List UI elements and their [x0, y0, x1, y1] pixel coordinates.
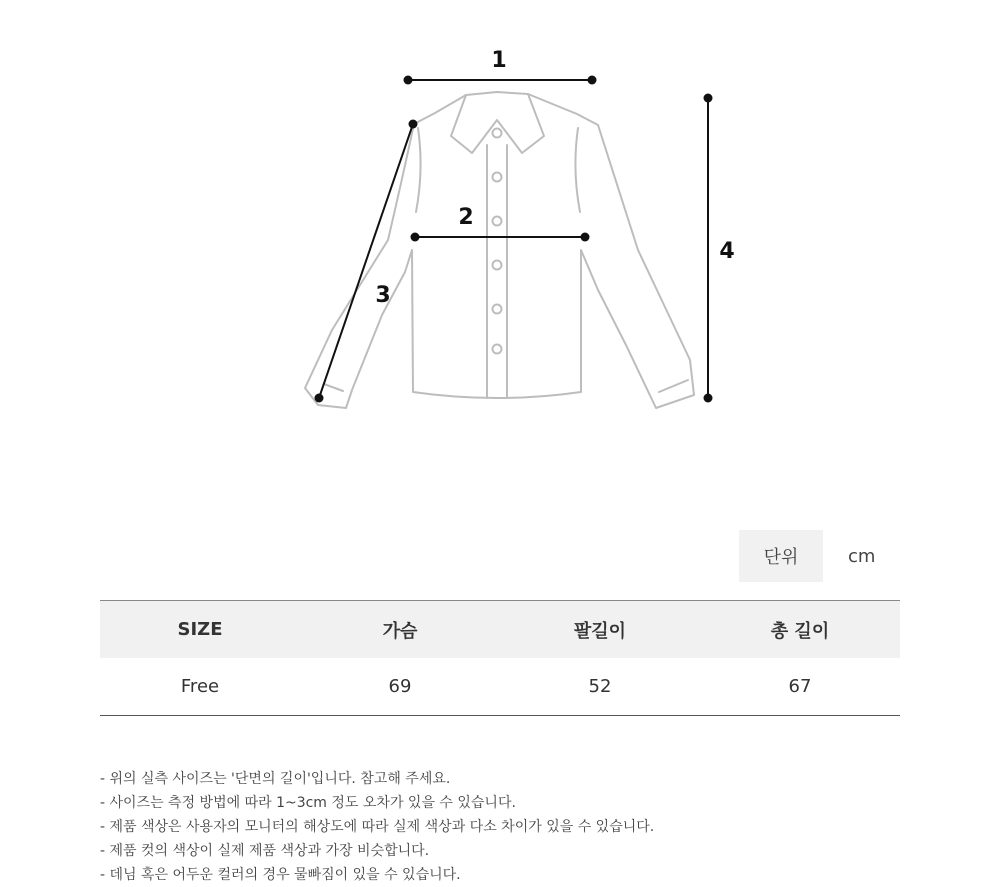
shirt-button	[493, 305, 502, 314]
note-item: - 위의 실측 사이즈는 '단면의 길이'입니다. 참고해 주세요.	[100, 771, 451, 787]
measurement-line-2	[411, 233, 590, 242]
header-chest: 가슴	[300, 601, 500, 659]
measurement-label-2: 2	[458, 205, 474, 230]
header-sleeve-length: 팔길이	[500, 601, 700, 659]
measurement-line-4	[704, 94, 713, 403]
note-item: - 제품 색상은 사용자의 모니터의 해상도에 따라 실제 색상과 다소 차이가 있을 수 있습니다.	[100, 819, 655, 835]
shirt-outline	[305, 92, 694, 408]
unit-indicator	[739, 530, 875, 582]
cell-size: Free	[100, 658, 300, 716]
measurement-label-4: 4	[719, 239, 735, 264]
size-table	[100, 600, 900, 716]
shirt-button	[493, 261, 502, 270]
header-total-length: 총 길이	[700, 601, 900, 659]
measurement-line-3	[315, 120, 418, 403]
shirt-button	[493, 217, 502, 226]
unit-label: 단위	[739, 530, 823, 582]
measurement-label-3: 3	[375, 283, 391, 308]
size-notes	[100, 767, 654, 887]
cell-chest: 69	[300, 658, 500, 716]
note-item: - 제품 컷의 색상이 실제 제품 색상과 가장 비슷합니다.	[100, 843, 430, 859]
cell-total-length: 67	[700, 658, 900, 716]
cell-sleeve-length: 52	[500, 658, 700, 716]
note-item: - 데님 혹은 어두운 컬러의 경우 물빠짐이 있을 수 있습니다.	[100, 867, 461, 883]
shirt-button	[493, 173, 502, 182]
measurement-line-1	[404, 76, 597, 85]
shirt-measurement-diagram	[0, 0, 1000, 440]
unit-value: cm	[848, 545, 876, 567]
shirt-illustration	[0, 0, 1000, 440]
note-item: - 사이즈는 측정 방법에 따라 1~3cm 정도 오차가 있을 수 있습니다.	[100, 795, 516, 811]
table-row	[100, 658, 900, 716]
table-header-row	[100, 601, 900, 659]
shirt-button	[493, 345, 502, 354]
measurement-label-1: 1	[491, 48, 507, 73]
header-size: SIZE	[100, 601, 300, 659]
shirt-button	[493, 129, 502, 138]
